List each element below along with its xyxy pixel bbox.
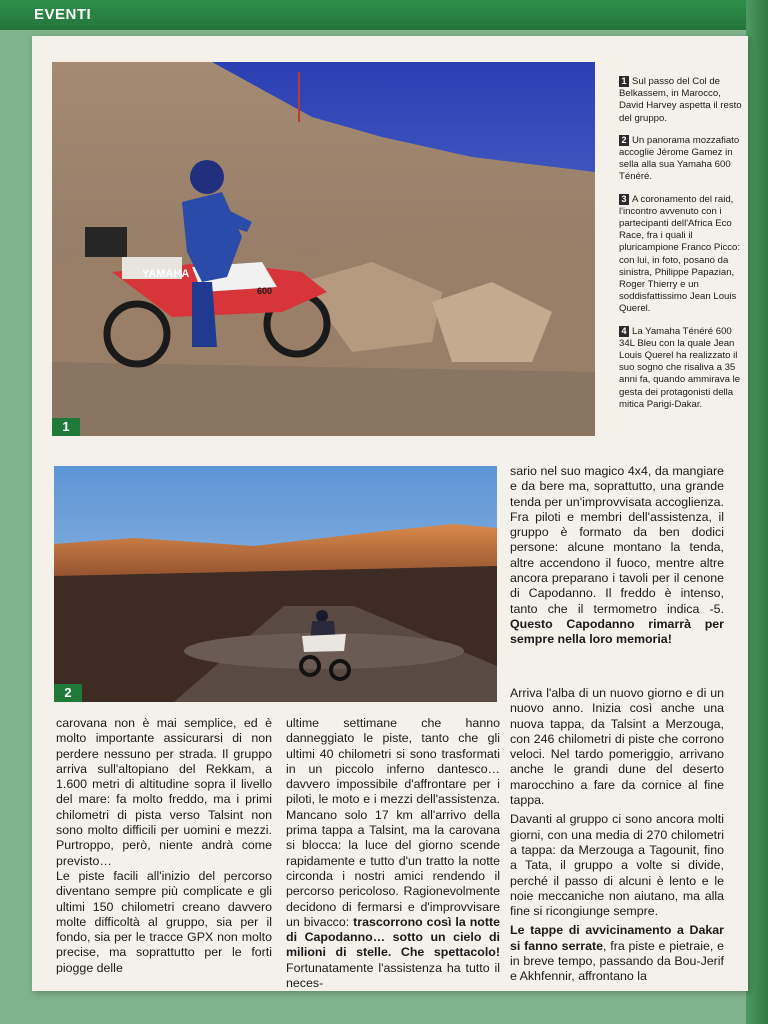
article-column-2	[286, 716, 500, 991]
bike-brand-label: YAMAHA	[142, 268, 190, 280]
bike-model-label: 600	[257, 286, 273, 296]
caption-4	[619, 326, 747, 411]
magazine-page	[32, 36, 748, 991]
caption-1-text: Sul passo del Col de Belkassem, in Marocco, David Harvey aspetta il resto del gruppo.	[619, 76, 742, 124]
article-col3-para2: Arriva l'alba di un nuovo giorno e di un nuovo anno. Inizia così anche una nuova tappa, da Talsint a Merzouga, con 246 chilometri di piste che corrono veloci. Nel tardo pomeriggio, arrivano anche le grandi dune del deserto marocchino a fare da cornice al fine tappa.	[510, 686, 724, 808]
article-col2-para1	[286, 716, 500, 991]
article-col2-bold: trascorrono così la notte di Capodanno… sotto un cielo di milioni di stelle. Che spettacolo!	[286, 914, 501, 960]
article-col3-para1	[510, 464, 724, 648]
article-col3-para4	[510, 923, 724, 984]
article-column-3-top	[510, 464, 724, 648]
caption-4-number: 4	[619, 326, 629, 337]
caption-3-number: 3	[619, 194, 629, 205]
photo-2	[54, 466, 497, 702]
article-col1-para2: Le piste facili all'inizio del percorso diventano sempre più complicate e gli ultimi 150 chilometri creano davvero molte difficoltà al gruppo, sia per il fondo, sia per le tracce GPX non molto precise, ma soprattutto per le forti piogge delle	[56, 868, 272, 975]
article-col3-para4-bold: Le tappe di avvicinamento a Dakar si fanno serrate	[510, 923, 724, 953]
caption-2-text: Un panorama mozzafiato accoglie Jérome Gamez in sella alla sua Yamaha 600 Ténéré.	[619, 134, 740, 183]
photo-2-number: 2	[54, 684, 82, 702]
article-col3-para4-text: , fra piste e pietraie, e in breve tempo, passando da Bou-Jerif e Akhfennir, affrontano la	[510, 938, 724, 984]
section-header-bar	[0, 0, 768, 30]
photo-1-number: 1	[52, 418, 80, 436]
caption-2	[619, 135, 747, 184]
article-col2-end: Fortunatamente l'assistenza ha tutto il neces-	[286, 960, 500, 991]
caption-2-number: 2	[619, 135, 629, 146]
caption-1	[619, 76, 747, 125]
article-column-3-bottom	[510, 686, 724, 985]
caption-3	[619, 194, 747, 316]
caption-4-text: La Yamaha Ténéré 600 34L Bleu con la quale Jean Louis Querel ha realizzato il suo sogno che risaliva a 35 anni fa, quando ammirava le gesta dei protagonisti della mitica Parigi-Dakar.	[619, 325, 741, 410]
article-col2-text: ultime settimane che hanno danneggiato le piste, tanto che gli ultimi 40 chilometri si sono trasformati in un piccolo inferno dantesco… davvero impossibile d'affrontare per i piloti, le moto e i mezzi dell'assistenza. Mancano solo 17 km all'arrivo della prima tappa a Talsint, ma la carovana si blocca: la luce del giorno scende rapidamente e tutto d'un tratto la notte circonda i nostri amici rendendo il percorso pericoloso. Ragionevolmente decidono di fermarsi e d'improvvisare un bivacco:	[286, 716, 500, 929]
article-col3-para3: Davanti al gruppo ci sono ancora molti giorni, con una media di 270 chilometri a tappa: da Merzouga a Tagounit, fino a Tata, il gruppo a volte si divide, perché il passo di alcuni è lento e le noie meccaniche non aiutano, ma alla fine si ricongiunge sempre.	[510, 812, 724, 919]
caption-1-number: 1	[619, 76, 629, 87]
article-col1-para1: carovana non è mai semplice, ed è molto importante assicurarsi di non perdere nessuno per strada. Il gruppo arriva sull'altopiano del Rekkam, a 1.600 metri di altitudine sopra il livello del mare: fa molto freddo, ma i primi chilometri di pista verso Talsint non sono molto difficili per uomini e mezzi. Purtroppo, però, niente andrà come previsto…	[56, 716, 272, 868]
photo-1	[52, 62, 595, 436]
article-col3-para1-bold: Questo Capodanno rimarrà per sempre nella loro memoria!	[510, 616, 724, 647]
photo-2-image	[54, 466, 497, 702]
article-column-1	[56, 716, 272, 976]
photo-1-image	[52, 62, 595, 436]
photo-captions	[619, 76, 747, 421]
caption-3-text: A coronamento del raid, l'incontro avvenuto con i partecipanti dell'Africa Eco Race, fra i quali il pluricampione Franco Picco: con lui, in foto, posano da sinistra, Philippe Papazian, Roger Thierry e un soddisfattissimo Jean Louis Querel.	[619, 193, 741, 315]
magazine-spine	[746, 0, 768, 1024]
section-tag: EVENTI	[34, 6, 92, 23]
article-col3-para1-text: sario nel suo magico 4x4, da mangiare e da bere ma, soprattutto, una grande tenda per un'improvvisata accoglienza. Fra piloti e membri dell'assistenza, il gruppo è formato da ben dodici persone: alcune montano la tenda, altre accendono il fuoco, mentre altre ancora preparano i tavoli per il cenone di Capodanno. Il freddo è intenso, tanto che il termometro indica -5.	[510, 464, 724, 616]
